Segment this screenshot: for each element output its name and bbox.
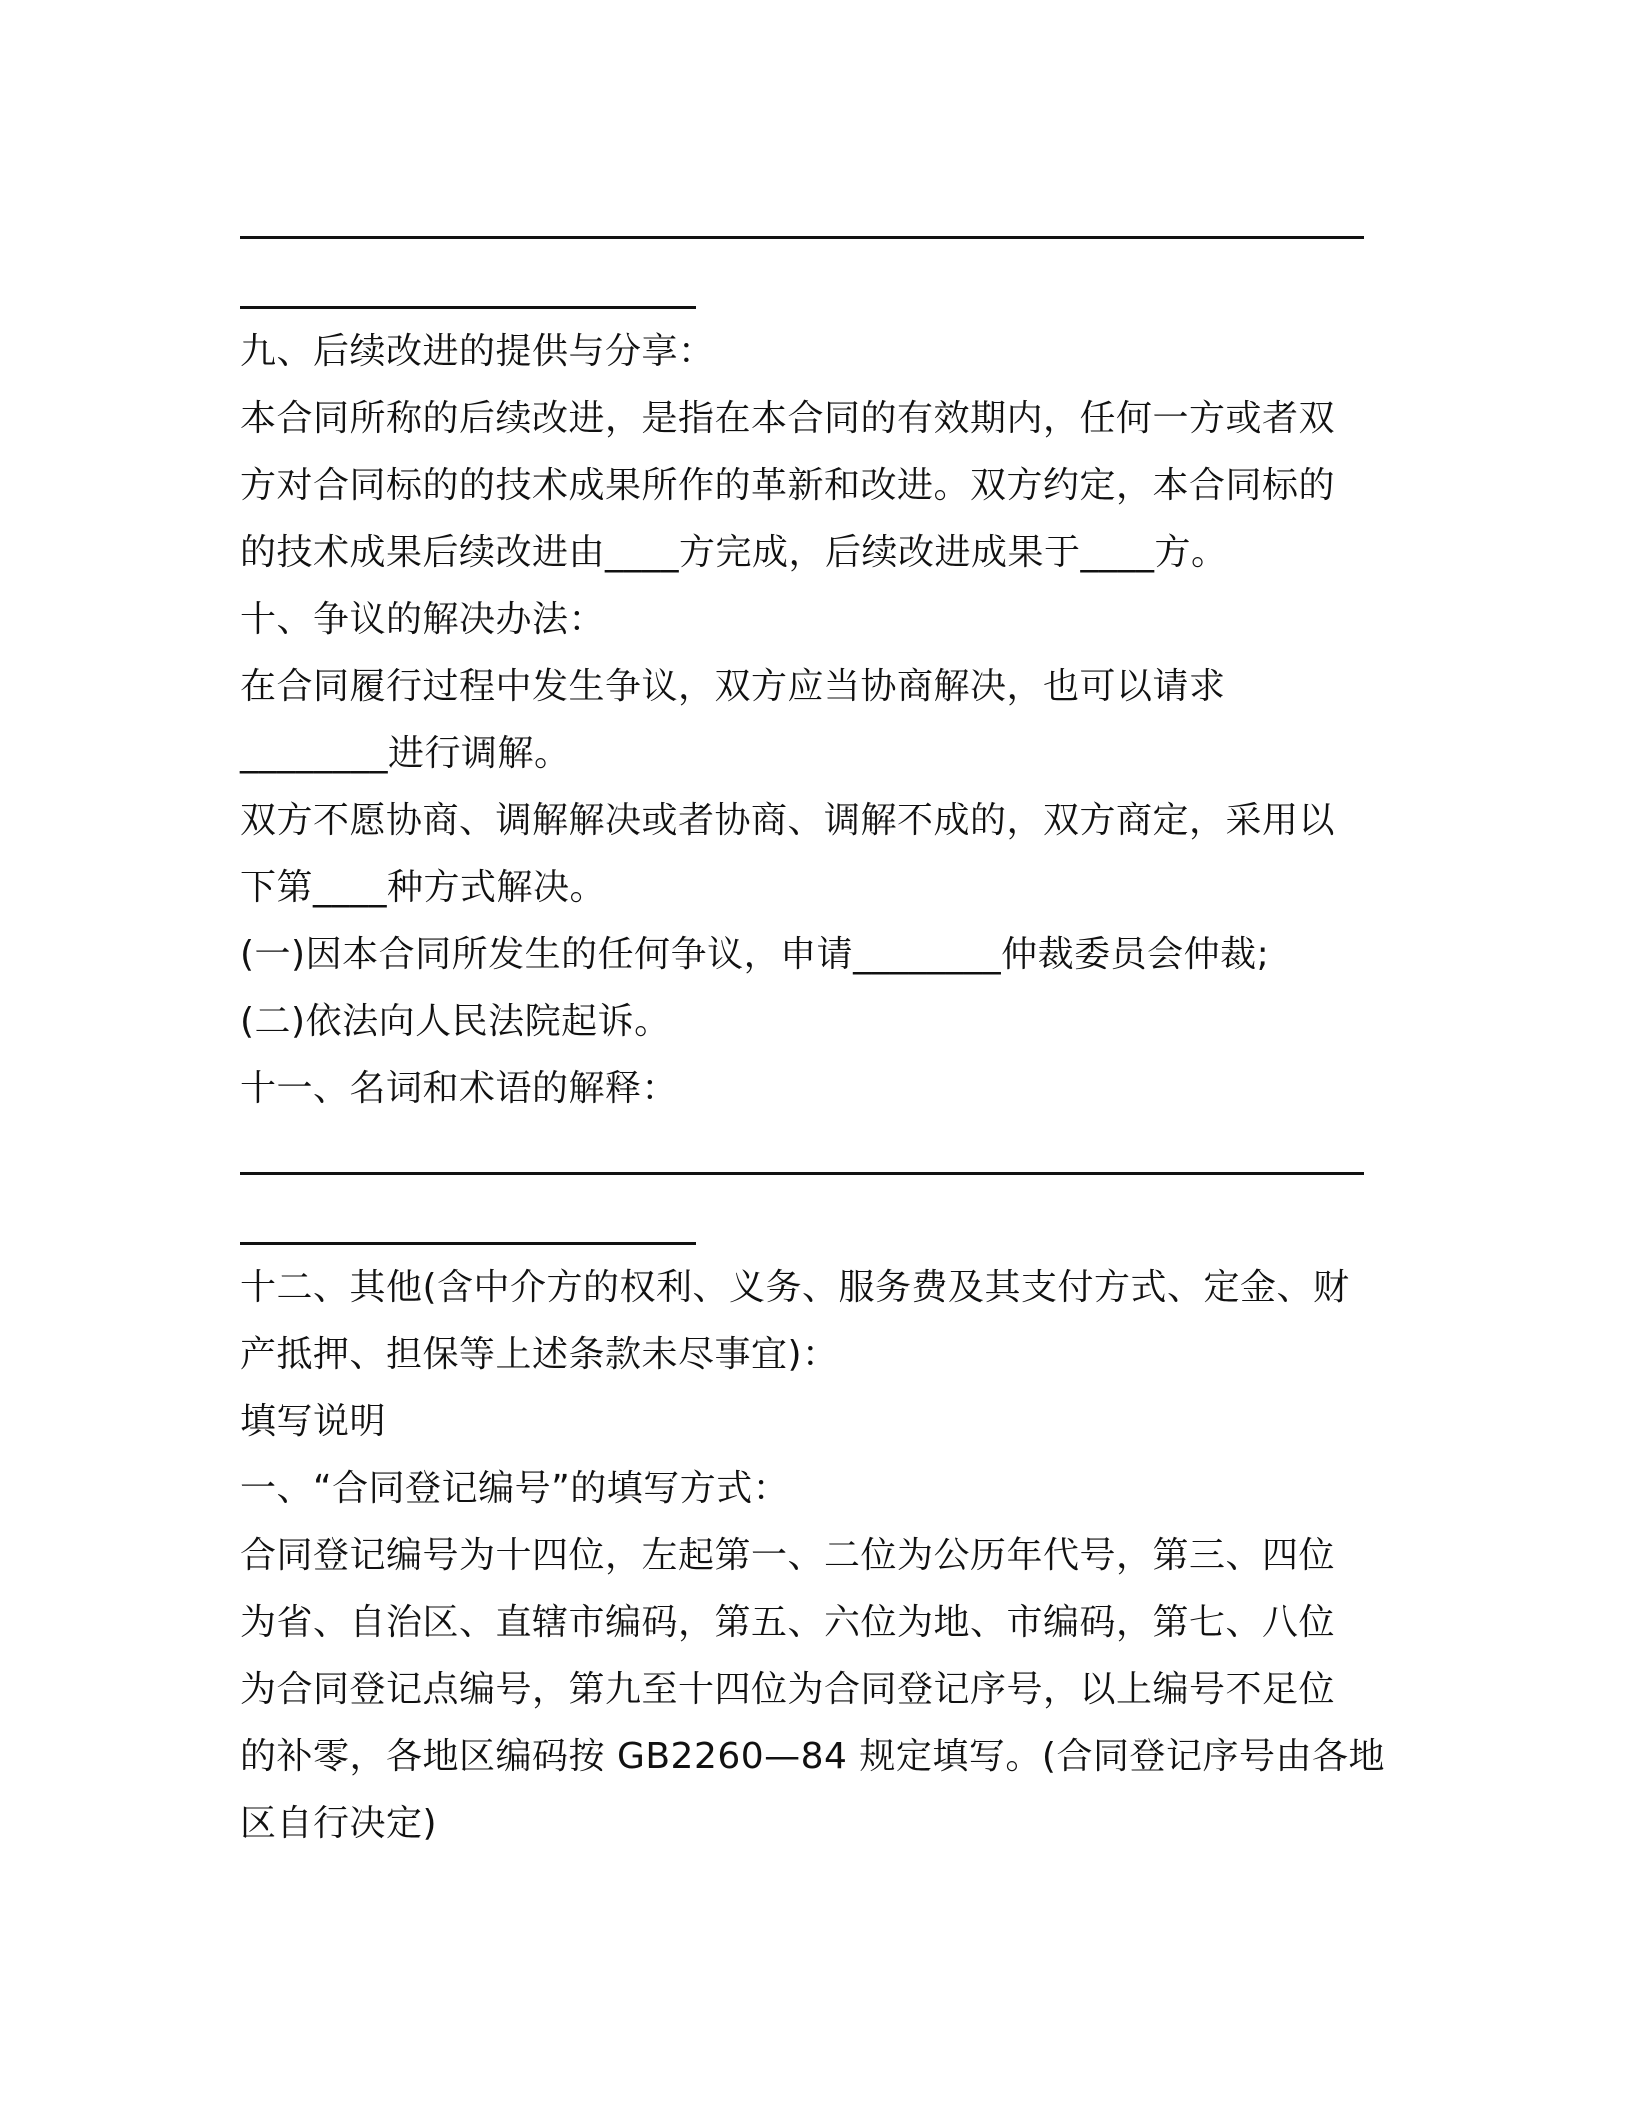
section-heading-10: 十、争议的解决办法：	[240, 599, 606, 640]
blank-fill-line	[240, 1172, 1364, 1175]
instructions-title: 填写说明	[240, 1401, 387, 1442]
blank-fill-line	[240, 1242, 696, 1245]
list-item-2: (二)依法向人民法院起诉。	[240, 1001, 671, 1042]
paragraph-line: 方对合同标的的技术成果所作的革新和改进。双方约定，本合同标的	[240, 465, 1336, 506]
paragraph-line: 下第____种方式解决。	[240, 867, 607, 908]
instructions-heading-1: 一、“合同登记编号”的填写方式：	[240, 1468, 790, 1509]
paragraph-line: 本合同所称的后续改进，是指在本合同的有效期内，任何一方或者双	[240, 398, 1336, 439]
paragraph-line: 为合同登记点编号，第九至十四位为合同登记序号，以上编号不足位	[240, 1669, 1336, 1710]
paragraph-line: 区自行决定)	[240, 1803, 438, 1844]
paragraph-line: 合同登记编号为十四位，左起第一、二位为公历年代号，第三、四位	[240, 1535, 1336, 1576]
section-heading-12: 十二、其他(含中介方的权利、义务、服务费及其支付方式、定金、财	[240, 1267, 1350, 1308]
paragraph-line: 在合同履行过程中发生争议，双方应当协商解决，也可以请求	[240, 666, 1226, 707]
blank-fill-line	[240, 236, 1364, 239]
blank-fill-line	[240, 306, 696, 309]
paragraph-line: 的技术成果后续改进由____方完成，后续改进成果于____方。	[240, 532, 1228, 573]
section-heading-11: 十一、名词和术语的解释：	[240, 1068, 679, 1109]
paragraph-line: 的补零，各地区编码按 GB2260—84 规定填写。(合同登记序号由各地	[240, 1736, 1385, 1777]
paragraph-line: 双方不愿协商、调解解决或者协商、调解不成的，双方商定，采用以	[240, 800, 1336, 841]
paragraph-line: 为省、自治区、直辖市编码，第五、六位为地、市编码，第七、八位	[240, 1602, 1336, 1643]
list-item-1: (一)因本合同所发生的任何争议，申请________仲裁委员会仲裁;	[240, 934, 1270, 975]
section-heading-9: 九、后续改进的提供与分享：	[240, 331, 715, 372]
paragraph-line: ________进行调解。	[240, 733, 571, 774]
paragraph-line: 产抵押、担保等上述条款未尽事宜)：	[240, 1334, 839, 1375]
